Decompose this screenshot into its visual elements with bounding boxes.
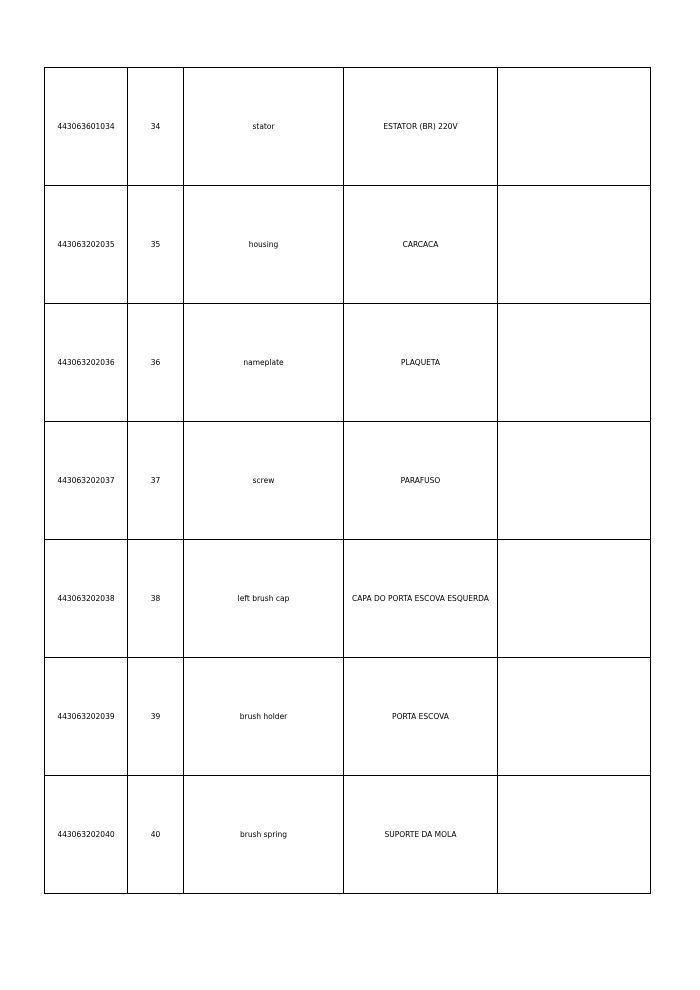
description-pt-cell: PARAFUSO [344, 422, 498, 540]
note-cell [498, 540, 651, 658]
part-code-cell: 443063202040 [45, 776, 128, 894]
position-number-cell: 40 [128, 776, 184, 894]
description-pt-cell: CARCACA [344, 186, 498, 304]
position-number-cell: 37 [128, 422, 184, 540]
description-en-cell: left brush cap [184, 540, 344, 658]
table-row [45, 422, 651, 540]
description-en-cell: brush spring [184, 776, 344, 894]
table-row [45, 186, 651, 304]
position-number-cell: 36 [128, 304, 184, 422]
description-en-cell: brush holder [184, 658, 344, 776]
part-code-cell: 443063202036 [45, 304, 128, 422]
position-number-cell: 35 [128, 186, 184, 304]
table-row [45, 776, 651, 894]
description-pt-cell: PLAQUETA [344, 304, 498, 422]
description-pt-cell: SUPORTE DA MOLA [344, 776, 498, 894]
description-pt-cell: PORTA ESCOVA [344, 658, 498, 776]
table-row [45, 540, 651, 658]
note-cell [498, 658, 651, 776]
part-code-cell: 443063202039 [45, 658, 128, 776]
position-number-cell: 38 [128, 540, 184, 658]
description-en-cell: stator [184, 68, 344, 186]
position-number-cell: 39 [128, 658, 184, 776]
note-cell [498, 776, 651, 894]
part-code-cell: 443063202037 [45, 422, 128, 540]
note-cell [498, 68, 651, 186]
part-code-cell: 443063202035 [45, 186, 128, 304]
part-code-cell: 443063601034 [45, 68, 128, 186]
position-number-cell: 34 [128, 68, 184, 186]
note-cell [498, 186, 651, 304]
description-pt-cell: CAPA DO PORTA ESCOVA ESQUERDA [344, 540, 498, 658]
table-row [45, 658, 651, 776]
table-row [45, 304, 651, 422]
part-code-cell: 443063202038 [45, 540, 128, 658]
description-en-cell: housing [184, 186, 344, 304]
description-en-cell: screw [184, 422, 344, 540]
parts-table [44, 67, 651, 894]
description-pt-cell: ESTATOR (BR) 220V [344, 68, 498, 186]
note-cell [498, 304, 651, 422]
table-row [45, 68, 651, 186]
note-cell [498, 422, 651, 540]
description-en-cell: nameplate [184, 304, 344, 422]
